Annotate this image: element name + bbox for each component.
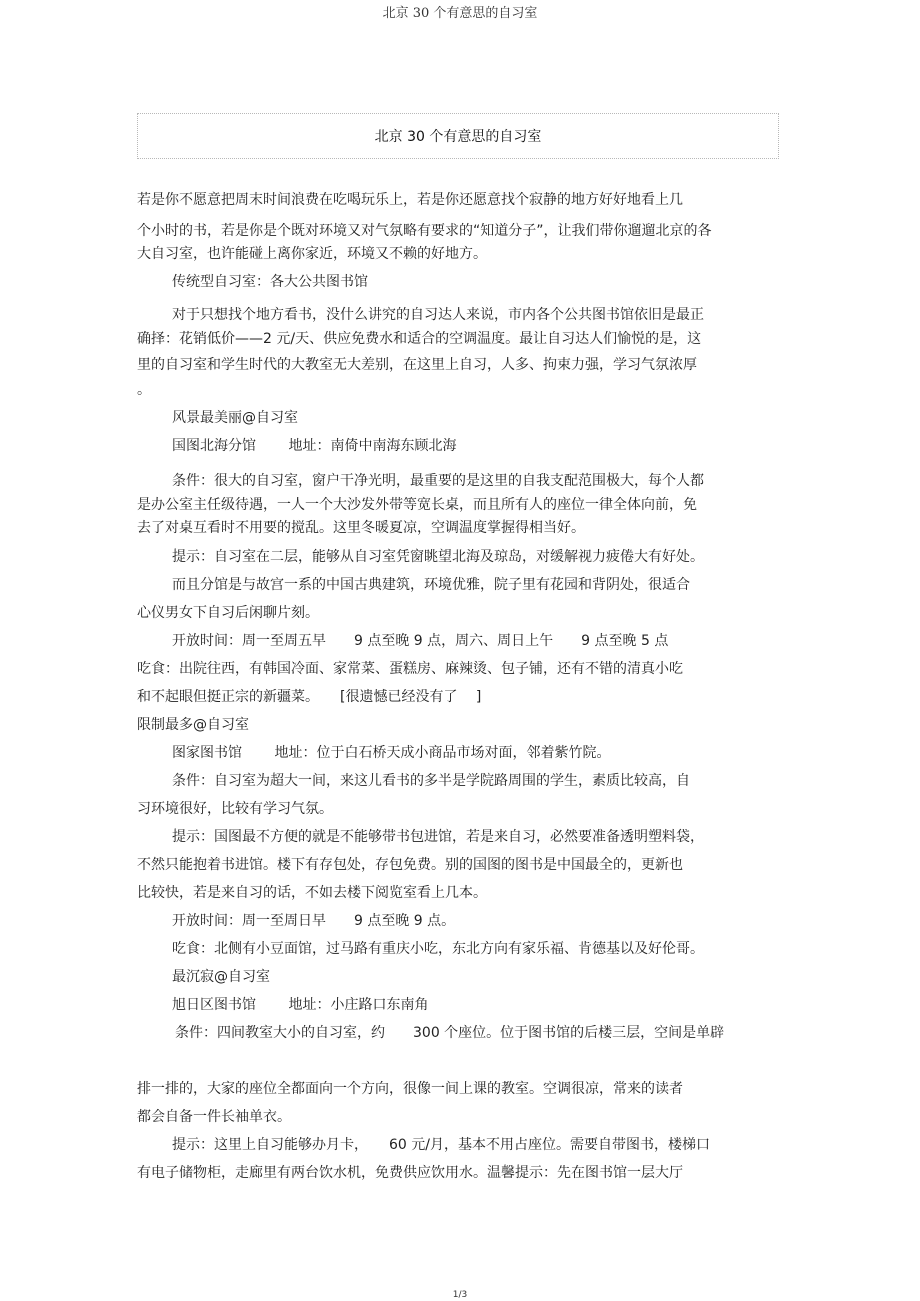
text-line: 心仪男女下自习后闲聊片刻。	[137, 605, 319, 621]
text-line: 个小时的书，若是你是个既对环境又对气氛略有要求的“知道分子”，让我们带你遛遛北京的各	[137, 223, 712, 239]
text-line: 吃食：北侧有小豆面馆，过马路有重庆小吃，东北方向有家乐福、肯德基以及好伦哥。	[172, 941, 704, 957]
section-heading: 传统型自习室：各大公共图书馆	[172, 274, 368, 290]
title-box	[137, 113, 779, 159]
text-line: 有电子储物柜，走廊里有两台饮水机，免费供应饮用水。温馨提示：先在图书馆一层大厅	[137, 1165, 683, 1181]
text-line: 条件：四间教室大小的自习室，约 300 个座位。位于图书馆的后楼三层，空间是单辟	[175, 1025, 725, 1041]
text-line: 去了对桌互看时不用要的搅乱。这里冬暖夏凉，空调温度掌握得相当好。	[137, 520, 585, 536]
page-title: 北京 30 个有意思的自习室	[374, 129, 542, 145]
text-line: 比较快，若是来自习的话，不如去楼下阅览室看上几本。	[137, 885, 487, 901]
page-header: 北京 30 个有意思的自习室	[382, 6, 538, 21]
text-line: 条件：自习室为超大一间，来这儿看书的多半是学院路周围的学生，素质比较高，自	[172, 773, 690, 789]
text-line: 提示：这里上自习能够办月卡， 60 元/月，基本不用占座位。需要自带图书，楼梯口	[172, 1137, 710, 1153]
text-line: 确择：花销低价——2 元/天、供应免费水和适合的空调温度。最让自习达人们愉悦的是，这	[137, 331, 702, 347]
text-line: 提示：自习室在二层，能够从自习室凭窗眺望北海及琼岛，对缓解视力疲倦大有好处。	[172, 549, 704, 565]
text-line: 而且分馆是与故宫一系的中国古典建筑，环境优雅，院子里有花园和背阴处，很适合	[172, 577, 690, 593]
text-line: 条件：很大的自习室，窗户干净光明，最重要的是这里的自我支配范围极大，每个人都	[172, 473, 704, 489]
text-line: 不然只能抱着书进馆。楼下有存包处，存包免费。别的国图的图书是中国最全的，更新也	[137, 857, 683, 873]
section-heading: 限制最多@自习室	[137, 717, 249, 733]
library-address: 旭日区图书馆 地址：小庄路口东南角	[172, 997, 429, 1013]
library-address: 图家图书馆 地址：位于白石桥天成小商品市场对面，邻着紫竹院。	[172, 745, 611, 761]
text-line: 提示：国图最不方便的就是不能够带书包进馆，若是来自习，必然要准备透明塑料袋，	[172, 829, 704, 845]
text-line: 大自习室，也许能碰上离你家近，环境又不赖的好地方。	[137, 246, 487, 262]
text-line: 是办公室主任级待遇，一人一个大沙发外带等宽长桌，而且所有人的座位一律全体向前，免	[137, 497, 697, 513]
section-heading: 最沉寂@自习室	[172, 969, 270, 985]
section-heading: 风景最美丽@自习室	[172, 410, 298, 426]
text-line: 若是你不愿意把周末时间浪费在吃喝玩乐上，若是你还愿意找个寂静的地方好好地看上几	[137, 192, 683, 208]
library-address: 国图北海分馆 地址：南倚中南海东顾北海	[172, 438, 457, 454]
opening-hours: 开放时间：周一至周日早 9 点至晚 9 点。	[172, 913, 456, 929]
text-line: 和不起眼但挺正宗的新疆菜。 [很遗憾已经没有了 ]	[137, 689, 482, 705]
text-line: 对于只想找个地方看书，没什么讲究的自习达人来说，市内各个公共图书馆依旧是最正	[172, 307, 704, 323]
page-number: 1/3	[452, 1290, 468, 1300]
text-line: 排一排的，大家的座位全都面向一个方向，很像一间上课的教室。空调很凉，常来的读者	[137, 1081, 683, 1097]
text-line: 吃食：出院往西，有韩国冷面、家常菜、蛋糕房、麻辣烫、包子铺，还有不错的清真小吃	[137, 661, 683, 677]
text-line: 里的自习室和学生时代的大教室无大差别，在这里上自习，人多、拘束力强，学习气氛浓厚	[137, 357, 697, 373]
text-line: 习环境很好，比较有学习气氛。	[137, 801, 333, 817]
opening-hours: 开放时间：周一至周五早 9 点至晚 9 点，周六、周日上午 9 点至晚 5 点	[172, 633, 669, 649]
text-line: 。	[137, 382, 151, 398]
text-line: 都会自备一件长袖单衣。	[137, 1109, 291, 1125]
